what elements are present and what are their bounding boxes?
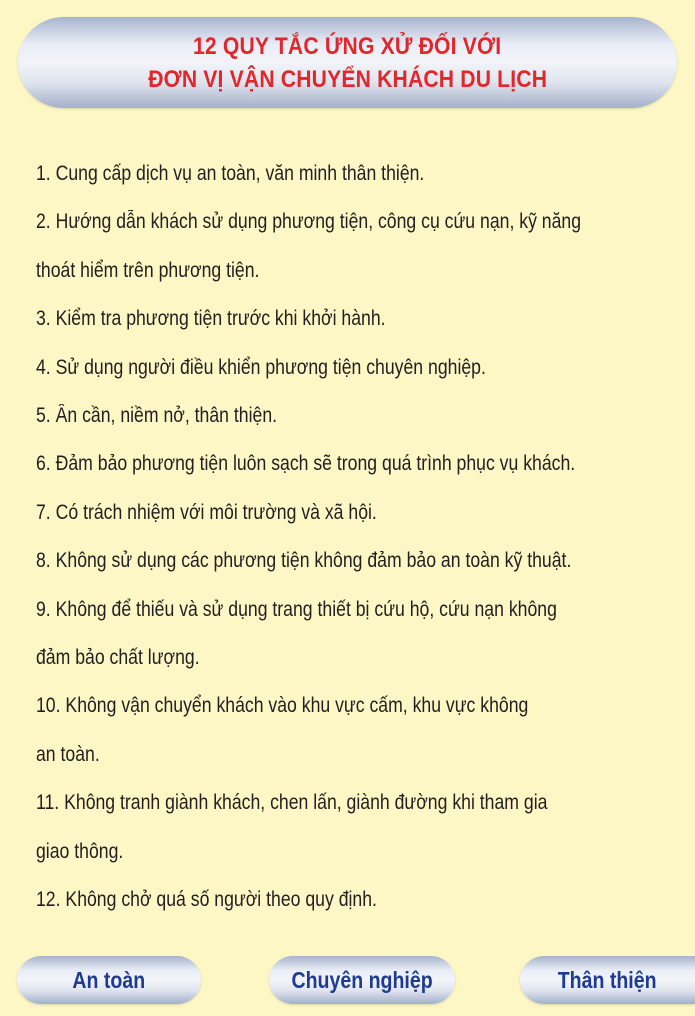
rule-line: 11. Không tranh giành khách, chen lấn, giành đường khi tham gia — [36, 791, 548, 815]
rule-line: 9. Không để thiếu và sử dụng trang thiết bị cứu hộ, cứu nạn không — [36, 597, 557, 621]
tag-professional-label: Chuyên nghiệp — [291, 966, 433, 993]
title-banner — [18, 17, 677, 108]
tag-friendly-label: Thân thiện — [558, 966, 657, 993]
rule-line: 5. Ân cần, niềm nở, thân thiện. — [36, 404, 278, 428]
tag-professional — [269, 956, 455, 1004]
rule-line: thoát hiểm trên phương tiện. — [36, 258, 260, 282]
rule-line: 4. Sử dụng người điều khiển phương tiện chuyên nghiệp. — [36, 355, 486, 379]
page-title-line-1: 12 QUY TẮC ỨNG XỬ ĐỐI VỚI — [193, 32, 502, 60]
tag-safety-label: An toàn — [72, 966, 146, 993]
rule-line: đảm bảo chất lượng. — [36, 646, 200, 670]
tag-friendly — [520, 956, 695, 1004]
rule-line: an toàn. — [36, 742, 100, 766]
tag-safety — [17, 956, 201, 1004]
rule-line: 8. Không sử dụng các phương tiện không đảm bảo an toàn kỹ thuật. — [36, 549, 572, 573]
page-title-line-2: ĐƠN VỊ VẬN CHUYỂN KHÁCH DU LỊCH — [148, 65, 547, 93]
rule-line: giao thông. — [36, 839, 124, 863]
rule-line: 6. Đảm bảo phương tiện luôn sạch sẽ trong quá trình phục vụ khách. — [36, 452, 576, 476]
rule-line: 10. Không vận chuyển khách vào khu vực cấm, khu vực không — [36, 694, 529, 718]
rule-line: 2. Hướng dẫn khách sử dụng phương tiện, công cụ cứu nạn, kỹ năng — [36, 210, 582, 234]
rule-line: 1. Cung cấp dịch vụ an toàn, văn minh thân thiện. — [36, 162, 425, 185]
rule-line: 12. Không chở quá số người theo quy định. — [36, 888, 377, 912]
rule-line: 7. Có trách nhiệm với môi trường và xã hội. — [36, 500, 377, 524]
rules-list — [36, 150, 691, 925]
rule-line: 3. Kiểm tra phương tiện trước khi khởi hành. — [36, 307, 386, 331]
